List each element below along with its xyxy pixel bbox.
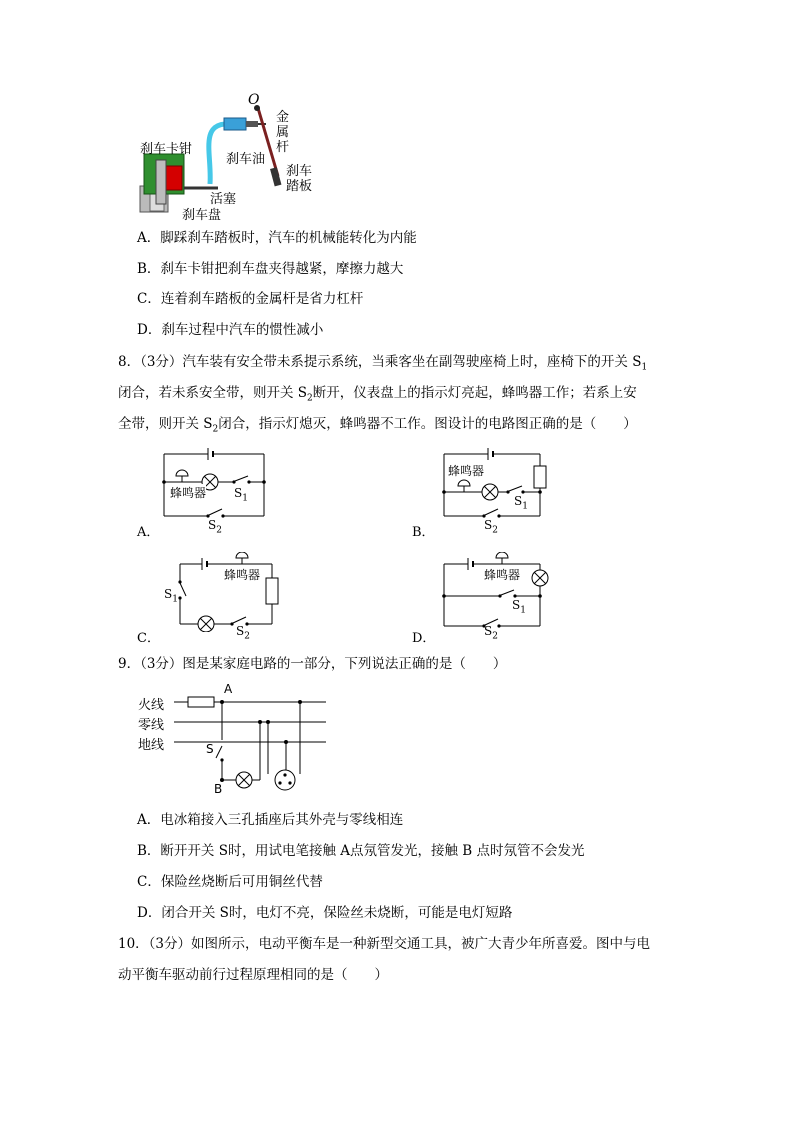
metal-lever-label: 金 属 杆 <box>276 110 290 155</box>
q9-stem: 9．（3分）图是某家庭电路的一部分，下列说法正确的是（ ） <box>118 656 507 672</box>
piston-label: 活塞 <box>210 192 237 207</box>
buzzer-label: 蜂鸣器 <box>484 568 521 582</box>
pivot-label: O <box>248 92 260 108</box>
s2-label: $S_2$ <box>236 624 250 642</box>
s2-label: $S_2$ <box>208 518 222 536</box>
q9-option-c: C．保险丝烧断后可用铜丝代替 <box>137 874 323 890</box>
point-b-label: B <box>214 782 223 796</box>
s1-label: $S_1$ <box>512 598 526 616</box>
circuit-b-label: B． <box>412 525 435 540</box>
neutral-wire-label: 零线 <box>138 718 165 733</box>
q7-option-d: D．刹车过程中汽车的惯性减小 <box>137 322 324 338</box>
switch-s-label: S <box>206 742 214 756</box>
buzzer-label: 蜂鸣器 <box>170 486 207 500</box>
ground-wire-label: 地线 <box>138 738 165 753</box>
q7-option-a: A．脚踩刹车踏板时，汽车的机械能转化为内能 <box>137 230 417 246</box>
buzzer-label: 蜂鸣器 <box>448 464 485 478</box>
q7-option-c: C．连着刹车踏板的金属杆是省力杠杆 <box>137 291 364 307</box>
q8-line2: 闭合，若未系安全带，则开关 $S_2$断开，仪表盘上的指示灯亮起，蜂鸣器工作；若系上安 <box>118 385 637 404</box>
q9-option-b: B．断开开关 S时，用试电笔接触 A点氖管发光，接触 B 点时氖管不会发光 <box>137 843 585 859</box>
circuit-d-label: D． <box>412 631 436 646</box>
circuit-c-label: C． <box>137 631 160 646</box>
q9-option-a: A．电冰箱接入三孔插座后其外壳与零线相连 <box>137 812 404 828</box>
circuit-d <box>440 552 555 642</box>
circuit-a-label: A． <box>137 525 160 540</box>
q8-line3: 全带，则开关 $S_2$闭合，指示灯熄灭，蜂鸣器不工作。图设计的电路图正确的是（ ） <box>118 416 637 435</box>
s1-label: $S_1$ <box>514 494 528 512</box>
oil-label: 刹车油 <box>226 152 266 167</box>
circuit-c <box>176 552 286 632</box>
brake-figure <box>130 92 320 226</box>
s2-label: $S_2$ <box>484 518 498 536</box>
point-a-label: A <box>224 682 233 696</box>
disc-label: 刹车盘 <box>182 208 222 223</box>
q8-line1: 8．（3分）汽车装有安全带未系提示系统，当乘客坐在副驾驶座椅上时，座椅下的开关 $S_1$ <box>118 354 648 373</box>
caliper-label: 刹车卡钳 <box>140 142 193 157</box>
buzzer-label: 蜂鸣器 <box>224 568 261 582</box>
q9-option-d: D．闭合开关 S时，电灯不亮，保险丝未烧断，可能是电灯短路 <box>137 905 513 921</box>
q7-option-b: B．刹车卡钳把刹车盘夹得越紧，摩擦力越大 <box>137 261 404 277</box>
s2-label: $S_2$ <box>484 624 498 642</box>
s1-label: $S_1$ <box>234 486 248 504</box>
q10-line2: 动平衡车驱动前行过程原理相同的是（ ） <box>118 967 388 983</box>
household-circuit <box>136 684 336 800</box>
live-wire-label: 火线 <box>138 698 165 713</box>
circuit-a <box>160 448 270 536</box>
s1-label: $S_1$ <box>164 587 178 605</box>
pedal-label: 刹车 踏板 <box>286 164 313 194</box>
q10-line1: 10．（3分）如图所示，电动平衡车是一种新型交通工具，被广大青少年所喜爱。图中与电 <box>118 936 651 952</box>
circuit-b <box>440 448 550 536</box>
